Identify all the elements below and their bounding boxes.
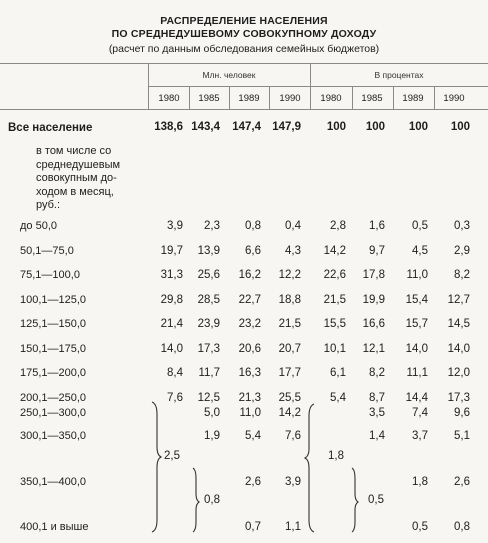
year-header: 1989 bbox=[238, 93, 260, 104]
group-header-percent: В процентах bbox=[374, 70, 424, 80]
table-cell: 14,4 bbox=[405, 392, 428, 404]
table-cell: 20,6 bbox=[238, 343, 261, 355]
table-cell: 8,7 bbox=[369, 392, 385, 404]
brace-pct-1980 bbox=[305, 404, 314, 532]
table-cell: 11,0 bbox=[406, 269, 428, 281]
year-header: 1989 bbox=[402, 93, 424, 104]
total-cell: 100 bbox=[365, 121, 385, 133]
table-cell: 1,6 bbox=[369, 220, 385, 232]
group-header-millions: Млн. человек bbox=[202, 70, 256, 80]
merged-cell-pct-1985: 0,5 bbox=[368, 494, 384, 506]
income-bracket-label: до 50,0 bbox=[20, 220, 58, 232]
table-cell: 1,8 bbox=[412, 476, 428, 488]
table-cell: 19,9 bbox=[362, 294, 385, 306]
table-cell: 0,4 bbox=[285, 220, 301, 232]
table-cell: 16,3 bbox=[238, 367, 261, 379]
table-cell: 22,6 bbox=[323, 269, 346, 281]
income-bracket-label: 50,1—75,0 bbox=[20, 245, 74, 257]
year-header: 1985 bbox=[198, 93, 220, 104]
table-cell: 15,7 bbox=[405, 318, 428, 330]
table-cell: 4,3 bbox=[285, 245, 301, 257]
note-line: руб.: bbox=[36, 199, 61, 211]
table-cell: 12,5 bbox=[197, 392, 220, 404]
note-line: среднедушевым bbox=[36, 158, 121, 171]
table-cell: 3,7 bbox=[412, 430, 428, 442]
year-header: 1990 bbox=[279, 93, 301, 104]
table-cell: 11,1 bbox=[406, 367, 428, 379]
income-bracket-label: 100,1—125,0 bbox=[20, 294, 87, 306]
table-cell: 14,2 bbox=[278, 407, 301, 419]
total-cell: 147,4 bbox=[232, 121, 261, 133]
table-title-line2: ПО СРЕДНЕДУШЕВОМУ СОВОКУПНОМУ ДОХОДУ bbox=[111, 28, 377, 40]
table-cell: 5,4 bbox=[245, 430, 261, 442]
income-bracket-label: 200,1—250,0 bbox=[20, 392, 87, 404]
table-cell: 6,1 bbox=[330, 367, 346, 379]
table-cell: 12,1 bbox=[362, 343, 385, 355]
table-subtitle: (расчет по данным обследования семейных бюджетов) bbox=[108, 43, 380, 55]
table-cell: 9,7 bbox=[369, 245, 385, 257]
table-cell: 0,3 bbox=[454, 220, 470, 232]
table-cell: 0,5 bbox=[412, 521, 428, 533]
table-cell: 21,5 bbox=[278, 318, 301, 330]
table-cell: 17,7 bbox=[278, 367, 301, 379]
total-row-label: Все население bbox=[8, 122, 93, 134]
table-cell: 4,5 bbox=[412, 245, 428, 257]
income-bracket-label: 350,1—400,0 bbox=[20, 476, 87, 488]
income-bracket-label: 300,1—350,0 bbox=[20, 430, 87, 442]
table-cell: 12,0 bbox=[447, 367, 470, 379]
table-cell: 14,0 bbox=[405, 343, 428, 355]
table-cell: 8,4 bbox=[167, 367, 183, 379]
table-cell: 14,5 bbox=[447, 318, 470, 330]
year-header: 1980 bbox=[320, 93, 342, 104]
table-cell: 20,7 bbox=[278, 343, 301, 355]
year-header: 1985 bbox=[361, 93, 383, 104]
table-cell: 6,6 bbox=[245, 245, 261, 257]
table-cell: 21,5 bbox=[323, 294, 346, 306]
table-cell: 13,9 bbox=[197, 245, 220, 257]
note-line: в том числе со bbox=[36, 145, 112, 157]
table-cell: 19,7 bbox=[160, 245, 183, 257]
brace-mln-1985 bbox=[193, 468, 199, 532]
table-cell: 11,0 bbox=[239, 407, 261, 419]
note-line: ходом в месяц, bbox=[36, 185, 114, 198]
table-cell: 21,4 bbox=[160, 318, 183, 330]
table-cell: 0,7 bbox=[245, 521, 261, 533]
income-bracket-label: 75,1—100,0 bbox=[20, 269, 80, 281]
table-cell: 17,8 bbox=[362, 269, 385, 281]
table-cell: 1,9 bbox=[204, 430, 220, 442]
income-bracket-label: 250,1—300,0 bbox=[20, 407, 87, 419]
table-cell: 16,6 bbox=[362, 318, 385, 330]
table-cell: 8,2 bbox=[454, 269, 470, 281]
table-cell: 3,9 bbox=[167, 220, 183, 232]
year-header: 1990 bbox=[443, 93, 465, 104]
table-cell: 25,6 bbox=[197, 269, 220, 281]
brace-mln-1980 bbox=[152, 402, 161, 532]
table-cell: 29,8 bbox=[160, 294, 183, 306]
table-cell: 12,2 bbox=[278, 269, 301, 281]
table-cell: 17,3 bbox=[197, 343, 220, 355]
table-cell: 2,3 bbox=[204, 220, 220, 232]
table-cell: 0,5 bbox=[412, 220, 428, 232]
table-cell: 16,2 bbox=[238, 269, 261, 281]
table-cell: 15,5 bbox=[323, 318, 346, 330]
table-cell: 5,0 bbox=[204, 407, 220, 419]
table-cell: 2,9 bbox=[454, 245, 470, 257]
note-line: совокупным до- bbox=[36, 172, 117, 184]
table-cell: 14,2 bbox=[323, 245, 346, 257]
total-cell: 147,9 bbox=[272, 121, 301, 133]
table-cell: 14,0 bbox=[447, 343, 470, 355]
table-cell: 21,3 bbox=[238, 392, 261, 404]
merged-cell-mln-1980: 2,5 bbox=[164, 450, 180, 462]
total-cell: 100 bbox=[450, 121, 470, 133]
table-cell: 0,8 bbox=[245, 220, 261, 232]
table-title-line1: РАСПРЕДЕЛЕНИЕ НАСЕЛЕНИЯ bbox=[160, 15, 328, 27]
table-cell: 9,6 bbox=[454, 407, 470, 419]
table-cell: 7,6 bbox=[285, 430, 301, 442]
table-cell: 11,7 bbox=[198, 367, 220, 379]
table-cell: 10,1 bbox=[323, 343, 346, 355]
table-cell: 7,6 bbox=[167, 392, 183, 404]
brace-pct-1985 bbox=[352, 468, 358, 532]
income-bracket-label: 125,1—150,0 bbox=[20, 318, 87, 330]
table-cell: 23,9 bbox=[197, 318, 220, 330]
table-cell: 23,2 bbox=[238, 318, 261, 330]
table-cell: 1,4 bbox=[369, 430, 385, 442]
total-cell: 100 bbox=[326, 121, 346, 133]
total-cell: 143,4 bbox=[191, 121, 220, 133]
merged-cell-pct-1980: 1,8 bbox=[328, 450, 344, 462]
income-bracket-label: 400,1 и выше bbox=[20, 521, 89, 533]
table-cell: 8,2 bbox=[369, 367, 385, 379]
table-cell: 15,4 bbox=[405, 294, 428, 306]
table-cell: 2,6 bbox=[245, 476, 261, 488]
table-cell: 3,5 bbox=[369, 407, 385, 419]
table-cell: 5,1 bbox=[454, 430, 470, 442]
table-cell: 3,9 bbox=[285, 476, 301, 488]
table-cell: 7,4 bbox=[412, 407, 428, 419]
table-cell: 0,8 bbox=[454, 521, 470, 533]
table-cell: 22,7 bbox=[238, 294, 261, 306]
table-cell: 17,3 bbox=[447, 392, 470, 404]
year-header: 1980 bbox=[158, 93, 180, 104]
table-cell: 1,1 bbox=[285, 521, 301, 533]
merged-cell-mln-1985: 0,8 bbox=[204, 494, 220, 506]
total-cell: 138,6 bbox=[154, 121, 183, 133]
table-cell: 12,7 bbox=[447, 294, 470, 306]
total-cell: 100 bbox=[408, 121, 428, 133]
income-bracket-label: 150,1—175,0 bbox=[20, 343, 87, 355]
table-cell: 14,0 bbox=[160, 343, 183, 355]
table-cell: 28,5 bbox=[197, 294, 220, 306]
table-cell: 5,4 bbox=[330, 392, 346, 404]
table-cell: 2,6 bbox=[454, 476, 470, 488]
table-cell: 31,3 bbox=[160, 269, 183, 281]
income-bracket-label: 175,1—200,0 bbox=[20, 367, 87, 379]
table-cell: 25,5 bbox=[278, 392, 301, 404]
table-cell: 2,8 bbox=[330, 220, 346, 232]
table-cell: 18,8 bbox=[278, 294, 301, 306]
